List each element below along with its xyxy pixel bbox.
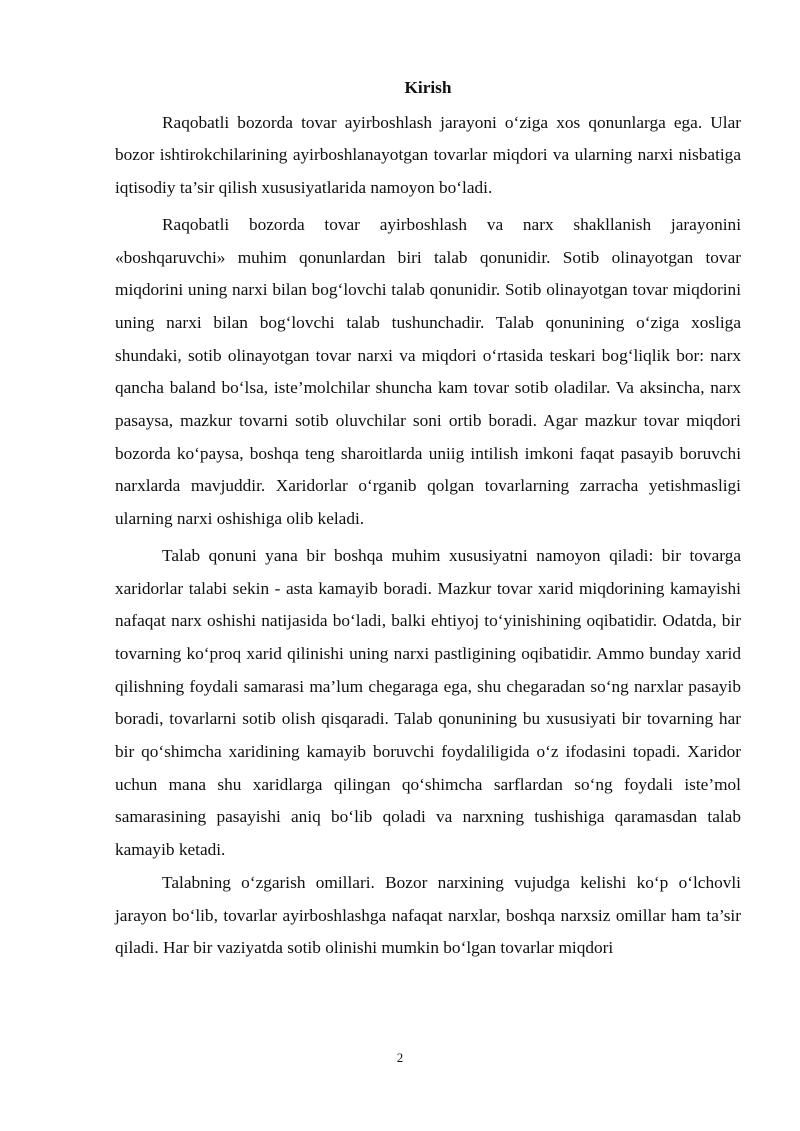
paragraph-4: Talabning o‘zgarish omillari. Bozor narxining vujudga kelishi ko‘p o‘lchovli jarayon bo‘lib, tovarlar ayirboshlashga nafaqat narxlar, boshqa narxsiz omillar ham ta’sir qiladi. Har bir vaziyatda sotib olinishi mumkin bo‘lgan tovarlar miqdori <box>115 872 741 958</box>
document-title: Kirish <box>404 78 452 97</box>
document-page <box>115 72 741 965</box>
page-number: 2 <box>396 1050 404 1065</box>
paragraph-3: Talab qonuni yana bir boshqa muhim xususiyatni namoyon qiladi: bir tovarga xaridorlar talabi sekin - asta kamayib boradi. Mazkur tovar xarid miqdorining kamayishi nafaqat narx oshishi natijasida bo‘ladi, balki ehtiyoj to‘yinishining oqibatidir. Odatda, bir tovarning ko‘proq xarid qilinishi uning narxi pastligining oqibatidir. Ammo bunday xarid qilishning foydali samarasi ma’lum chegaraga ega, shu chegaradan so‘ng narxlar pasayib boradi, tovarlarni sotib olish qisqaradi. Talab qonunining bu xususiyati bir tovarning har bir qo‘shimcha xaridining kamayib boruvchi foydaliligida o‘z ifodasini topadi. Xaridor uchun mana shu xaridlarga qilingan qo‘shimcha sarflardan so‘ng foydali iste’mol samarasining pasayishi aniq bo‘lib qoladi va narxning tushishiga qaramasdan talab kamayib ketadi. <box>115 545 741 860</box>
paragraph-1: Raqobatli bozorda tovar ayirboshlash jarayoni o‘ziga xos qonunlarga ega. Ular bozor ishtirokchilarining ayirboshlanayotgan tovarlar miqdori va ularning narxi nisbatiga iqtisodiy ta’sir qilish xususiyatlarida namoyon bo‘ladi. <box>115 112 741 198</box>
paragraph-2: Raqobatli bozorda tovar ayirboshlash va narx shakllanish jarayonini «boshqaruvchi» muhim qonunlardan biri talab qonunidir. Sotib olinayotgan tovar miqdorini uning narxi bilan bog‘lovchi talab qonunidir. Sotib olinayotgan tovar miqdorini uning narxi bilan bog‘lovchi talab tushunchadir. Talab qonunining o‘ziga xosliga shundaki, sotib olinayotgan tovar narxi va miqdori o‘rtasida teskari bog‘liqlik bor: narx qancha baland bo‘lsa, iste’molchilar shuncha kam tovar sotib oladilar. Va aksincha, narx pasaysa, mazkur tovarni sotib oluvchilar soni ortib boradi. Agar mazkur tovar miqdori bozorda ko‘paysa, boshqa teng sharoitlarda uniig intilish imkoni faqat pasayib boruvchi narxlarda mavjuddir. Xaridorlar o‘rganib qolgan tovarlarning zarracha yetishmasligi ularning narxi oshishiga olib keladi. <box>115 214 741 529</box>
